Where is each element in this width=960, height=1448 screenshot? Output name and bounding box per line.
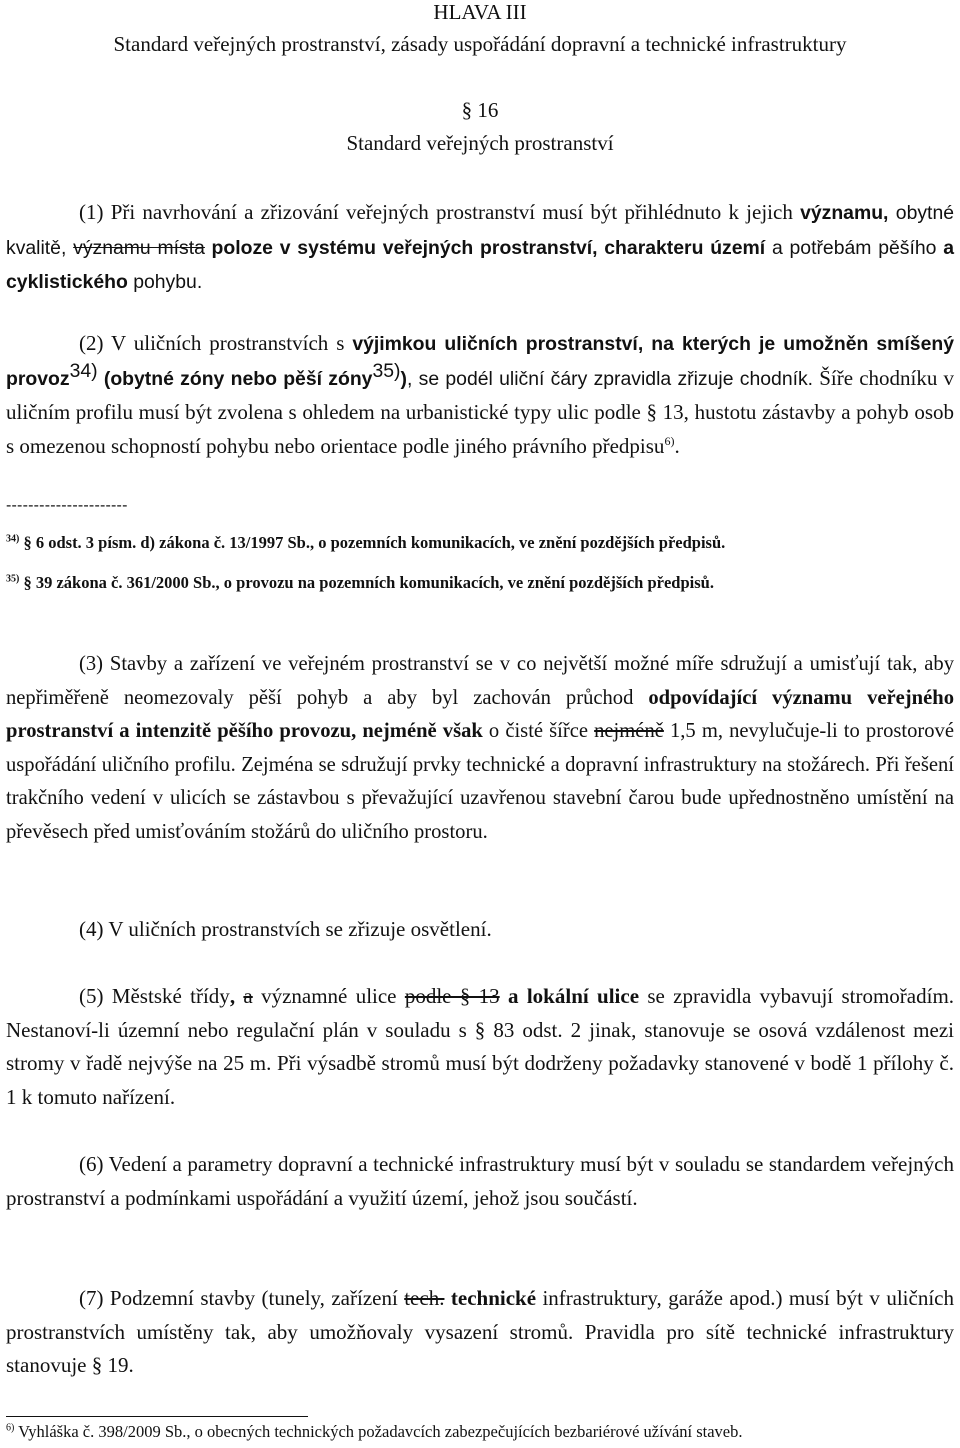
section-title: Standard veřejných prostranství: [346, 131, 614, 155]
footnote-6: $^{6)}$ Vyhláška č. 398/2009 Sb., o obecných technických požadavcích zabezpečujících bezbariérové užívání staveb.: [6, 1422, 743, 1441]
footnote-34: $^{34)}$ § 6 odst. 3 písm. d) zákona č. 13/1997 Sb., o pozemních komunikacích, ve znění pozdějších předpisů.: [6, 533, 726, 552]
paragraph-5: (5) Městské třídy, a významné ulice podle § 13 a lokální ulice se zpravidla vybavují stromořadím. Nestanoví-li územní nebo regulační plán v souladu s § 83 odst. 2 jinak, stanovuje se osová vzdálenost mezi stromy v řadě nejvýše na 25 m. Při výsadbě stromů musí být dodrženy požadavky stanovené v bodě 1 přílohy č. 1 k tomuto nařízení.: [6, 984, 955, 1109]
paragraph-4: (4) V uličních prostranstvích se zřizuje osvětlení.: [79, 917, 492, 941]
section-number: § 16: [461, 98, 499, 122]
paragraph-2: (2) V uličních prostranstvích s výjimkou uličních prostranství, na kterých je umožněn smíšený provoz$^{34)}$ (obytné zóny nebo pěší zóny$^{35)}$), se podél uliční čáry zpravidla zřizuje chodník. Šíře chodníku v uličním profilu musí být zvolena s ohledem na urbanistické typy ulic podle § 13, hustotu zástavby a pohyb osob s omezenou schopností pohybu nebo orientace podle jiného právního předpisu$^{6)}$.: [6, 331, 955, 458]
footnote-separator: ----------------------: [6, 497, 128, 514]
paragraph-7: (7) Podzemní stavby (tunely, zařízení tech. technické infrastruktury, garáže apod.) musí být v uličních prostranstvích umístěny tak, aby umožňovaly vysazení stromů. Pravidla pro sítě technické infrastruktury stanovuje § 19.: [6, 1286, 954, 1378]
chapter-subtitle: Standard veřejných prostranství, zásady uspořádání dopravní a technické infrastruktury: [113, 32, 847, 56]
footnote-rule: [6, 1416, 308, 1417]
paragraph-6: (6) Vedení a parametry dopravní a technické infrastruktury musí být v souladu se standardem veřejných prostranství a podmínkami uspořádání a využití území, jehož jsou součástí.: [6, 1152, 954, 1210]
footnote-35: $^{35)}$ § 39 zákona č. 361/2000 Sb., o provozu na pozemních komunikacích, ve znění pozdějších předpisů.: [6, 573, 714, 592]
paragraph-1: (1) Při navrhování a zřizování veřejných prostranství musí být přihlédnuto k jejich významu, obytné kvalitě, významu místa poloze v systému veřejných prostranství, charakteru území a potřebám pěšího a cyklistického pohybu.: [6, 200, 955, 294]
chapter-heading: HLAVA III: [433, 0, 527, 24]
paragraph-3: (3) Stavby a zařízení ve veřejném prostranství se v co největší možné míře sdružují a umisťují tak, aby nepřiměřeně neomezovaly pěší pohyb a aby byl zachován průchod odpovídající významu veřejného prostranství a intenzitě pěšího provozu, nejméně však o čisté šířce nejméně 1,5 m, nevylučuje-li to prostorové uspořádání uličního profilu. Zejména se sdružují prvky technické a dopravní infrastruktury na stožárech. Při řešení trakčního vedení v ulicích se zástavbou s převažující uzavřenou stavební čarou bude upřednostněno umístění na převěsech před umisťováním stožárů do uličního prostoru.: [6, 653, 954, 843]
